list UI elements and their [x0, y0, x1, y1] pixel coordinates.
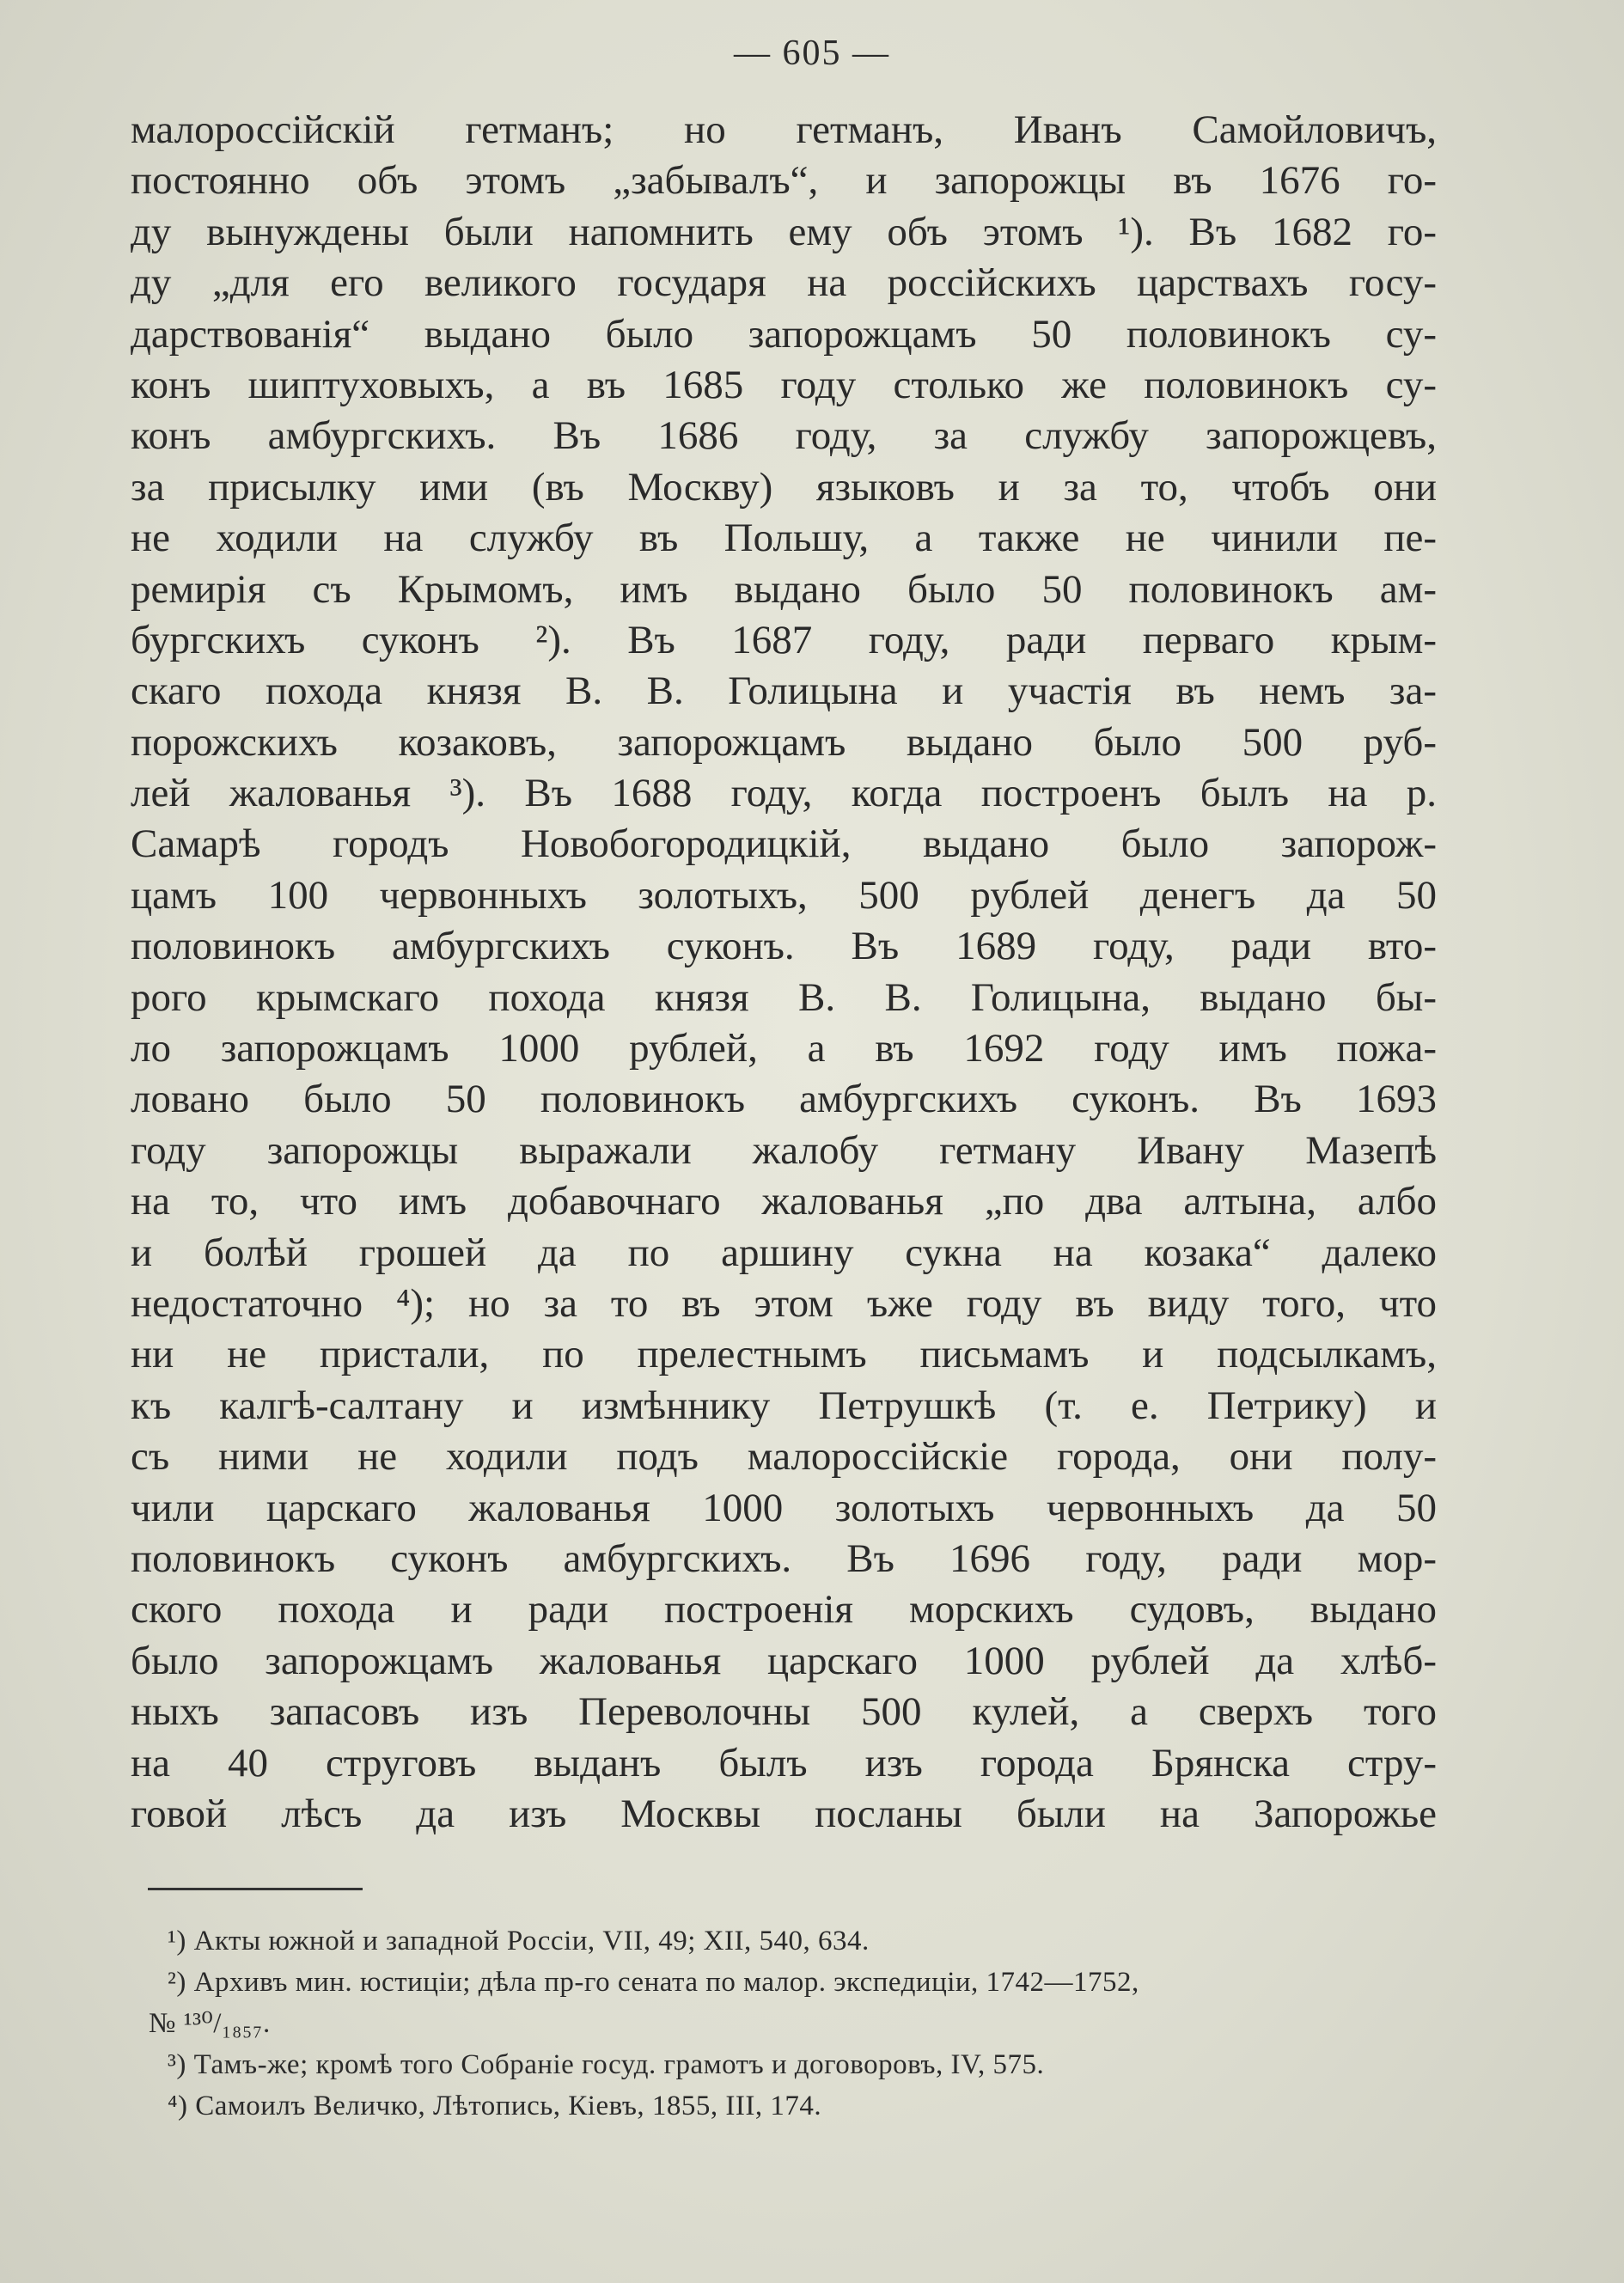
text-line: недостаточно ⁴); но за то въ этом ъже году въ виду того, что [131, 1280, 1437, 1326]
text-line: не ходили на службу въ Польшу, а также не чинили пе- [131, 516, 1437, 561]
text-line: ремирія съ Крымомъ, имъ выдано было 50 половинокъ ам- [131, 566, 1437, 612]
text-line: бургскихъ суконъ ²). Въ 1687 году, ради перваго крым- [131, 617, 1437, 662]
text-line: малороссійскій гетманъ; но гетманъ, Иванъ Самойловичъ, [131, 107, 1437, 152]
text-line: ду „для его великого государя на россійскихъ царствахъ госу- [131, 260, 1437, 306]
text-line: ло запорожцамъ 1000 рублей, а въ 1692 году имъ пожа- [131, 1026, 1437, 1071]
text-line: ни не пристали, по прелестнымъ письмамъ и подсылкамъ, [131, 1332, 1437, 1377]
text-line: скаго похода князя В. В. Голицына и участія въ немъ за- [131, 668, 1437, 714]
text-line: ныхъ запасовъ изъ Переволочны 500 кулей, а сверхъ того [131, 1689, 1437, 1735]
footnote-1: ¹) Акты южной и западной Россіи, VII, 49; XII, 540, 634. [168, 1926, 870, 1956]
footnote-2: ²) Архивъ мин. юстиціи; дѣла пр-го сената по малор. экспедиціи, 1742—1752, [168, 1967, 1139, 1998]
text-line: конъ амбургскихъ. Въ 1686 году, за службу запорожцевъ, [131, 413, 1437, 459]
text-line: лей жалованья ³). Въ 1688 году, когда построенъ былъ на р. [131, 771, 1437, 816]
text-line: къ калгѣ-салтану и измѣннику Петрушкѣ (т. е. Петрику) и [131, 1383, 1437, 1428]
text-line: рого крымскаго похода князя В. В. Голицына, выдано бы- [131, 974, 1437, 1020]
text-line: на 40 струговъ выданъ былъ изъ города Брянска стру- [131, 1740, 1437, 1786]
body-text [131, 105, 1437, 1840]
text-line: и болѣй грошей да по аршину сукна на козака“ далеко [131, 1230, 1437, 1275]
footnote-4: ⁴) Самоилъ Величко, Лѣтопись, Кіевъ, 1855, III, 174. [168, 2091, 822, 2121]
text-line: ского похода и ради построенія морскихъ судовъ, выдано [131, 1587, 1437, 1633]
footnote-separator [148, 1888, 363, 1890]
footnotes [149, 1920, 1439, 2127]
text-line: цамъ 100 червонныхъ золотыхъ, 500 рублей денегъ да 50 [131, 872, 1437, 918]
text-line: конъ шиптуховыхъ, а въ 1685 году столько же половинокъ су- [131, 362, 1437, 407]
text-line: было запорожцамъ жалованья царскаго 1000 рублей да хлѣб- [131, 1638, 1437, 1683]
text-line: году запорожцы выражали жалобу гетману Ивану Мазепѣ [131, 1127, 1437, 1173]
text-line: Самарѣ городъ Новобогородицкій, выдано было запорож- [131, 821, 1437, 867]
text-line: половинокъ амбургскихъ суконъ. Въ 1689 году, ради вто- [131, 924, 1437, 969]
text-line: постоянно объ этомъ „забывалъ“, и запорожцы въ 1676 го- [131, 158, 1437, 204]
footnote-3: ³) Тамъ-же; кромѣ того Собраніе госуд. грамотъ и договоровъ, IV, 575. [168, 2049, 1045, 2080]
text-line: за присылку ими (въ Москву) языковъ и за то, чтобъ они [131, 464, 1437, 510]
text-line: ловано было 50 половинокъ амбургскихъ суконъ. Въ 1693 [131, 1077, 1437, 1122]
footnote-2-continuation: № ¹³⁰/₁₈₅₇. [149, 2008, 271, 2039]
text-line: половинокъ суконъ амбургскихъ. Въ 1696 году, ради мор- [131, 1535, 1437, 1581]
page-number: — 605 — [734, 34, 890, 73]
text-line: съ ними не ходили подъ малороссійскіе города, они полу- [131, 1434, 1437, 1480]
text-line: ду вынуждены были напомнить ему объ этомъ ¹). Въ 1682 го- [131, 209, 1437, 254]
text-line: на то, что имъ добавочнаго жалованья „по два алтына, албо [131, 1179, 1437, 1224]
text-line: порожскихъ козаковъ, запорожцамъ выдано было 500 руб- [131, 719, 1437, 765]
text-line: чили царскаго жалованья 1000 золотыхъ червонныхъ да 50 [131, 1485, 1437, 1530]
text-line: говой лѣсъ да изъ Москвы посланы были на Запорожье [131, 1791, 1437, 1836]
text-line: дарствованія“ выдано было запорожцамъ 50 половинокъ су- [131, 311, 1437, 357]
